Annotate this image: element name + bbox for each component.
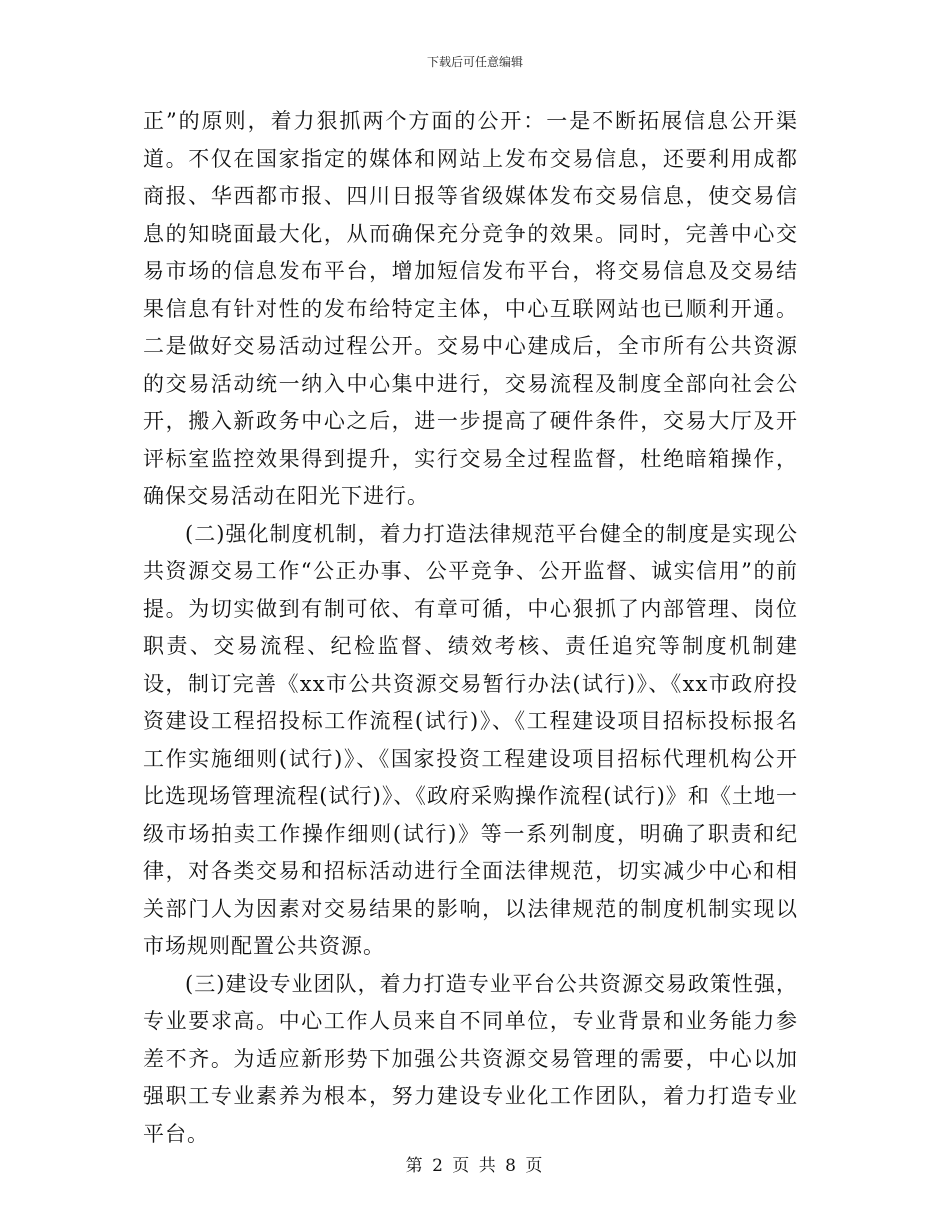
paragraph-continued: 正”的原则，着力狠抓两个方面的公开：一是不断拓展信息公开渠道。不仅在国家指定的媒体和网站上发布交易信息，还要利用成都商报、华西都市报、四川日报等省级媒体发布交易信息，使交易信息的知晓面最大化，从而确保充分竞争的效果。同时，完善中心交易市场的信息发布平台，增加短信发布平台，将交易信息及交易结果信息有针对性的发布给特定主体，中心互联网站也已顺利开通。二是做好交易活动过程公开。交易中心建成后，全市所有公共资源的交易活动统一纳入中心集中进行，交易流程及制度全部向社会公开，搬入新政务中心之后，进一步提高了硬件条件，交易大厅及开评标室监控效果得到提升，实行交易全过程监督，杜绝暗箱操作，确保交易活动在阳光下进行。 (143, 109, 798, 508)
page-footer (0, 1151, 950, 1176)
paragraph-section-2: (二)强化制度机制，着力打造法律规范平台健全的制度是实现公共资源交易工作“公正办事、公平竞争、公开监督、诚实信用”的前提。为切实做到有制可依、有章可循，中心狠抓了内部管理、岗位职责、交易流程、纪检监督、绩效考核、责任追究等制度机制建设，制订完善《xx市公共资源交易暂行办法(试行)》、《xx市政府投资建设工程招投标工作流程(试行)》、《工程建设项目招标投标报名工作实施细则(试行)》、《国家投资工程建设项目招标代理机构公开比选现场管理流程(试行)》、《政府采购操作流程(试行)》和《土地一级市场拍卖工作操作细则(试行)》等一系列制度，明确了职责和纪律，对各类交易和招标活动进行全面法律规范，切实减少中心和相关部门人为因素对交易结果的影响，以法律规范的制度机制实现以市场规则配置公共资源。 (143, 521, 798, 958)
paragraph-section-3: (三)建设专业团队，着力打造专业平台公共资源交易政策性强，专业要求高。中心工作人员来自不同单位，专业背景和业务能力参差不齐。为适应新形势下加强公共资源交易管理的需要，中心以加强职工专业素养为根本，努力建设专业化工作团队，着力打造专业平台。 (143, 971, 798, 1146)
footer-suffix: 页 (525, 1156, 545, 1176)
document-body (143, 103, 798, 1153)
page-header: 下载后可任意编辑 (426, 55, 523, 69)
footer-middle: 页 共 (452, 1156, 498, 1176)
footer-total-pages: 8 (505, 1156, 518, 1176)
footer-prefix: 第 (405, 1156, 425, 1176)
footer-page-number: 2 (432, 1156, 445, 1176)
